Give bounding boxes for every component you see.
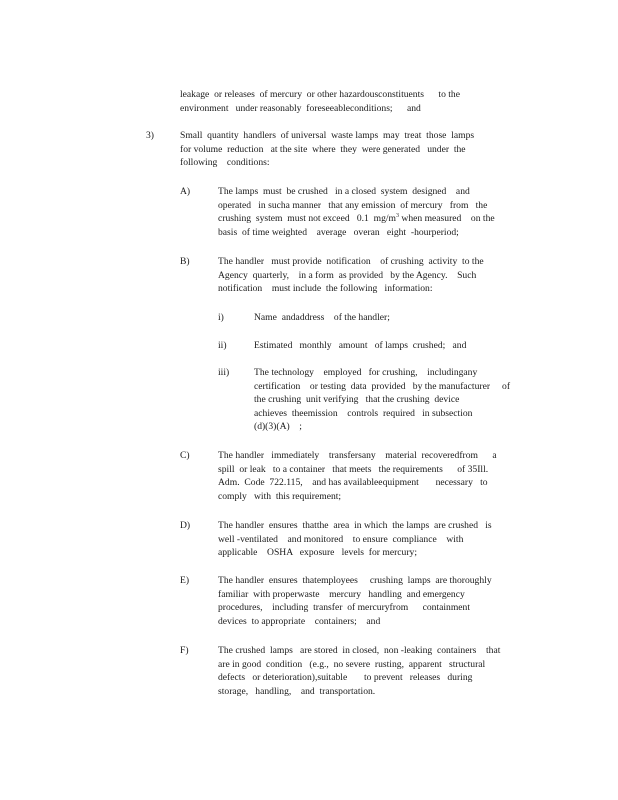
text-segment: when measured on the — [399, 213, 495, 225]
subitem-label-iii: iii) — [218, 367, 230, 378]
text-line: Estimated monthly amount of lamps crushed; and — [254, 340, 467, 351]
item-d-paragraph — [218, 519, 538, 560]
text-line: (d)(3)(A) ; — [254, 421, 302, 433]
item-label-b: B) — [180, 256, 190, 267]
item-c-paragraph — [218, 449, 524, 503]
subitem-iii-paragraph — [254, 366, 544, 434]
text-line: leakage or releases of mercury or other hazardousconstituents to the — [180, 89, 460, 100]
item-label-f: F) — [180, 645, 189, 656]
text-line: Small quantity handlers of universal waste lamps may treat those lamps — [180, 130, 475, 141]
text-line: basis of time weighted average overan eight -hourperiod; — [218, 226, 459, 238]
text-line: The handler ensures thatemployees crushing lamps are thoroughly — [218, 575, 492, 586]
text-line: The lamps must be crushed in a closed system designed and — [218, 186, 470, 197]
item-label-e: E) — [180, 575, 190, 586]
text-line: storage, handling, and transportation. — [218, 685, 376, 697]
text-line: The technology employed for crushing, includingany — [254, 367, 478, 378]
text-line: devices to appropriate containers; and — [218, 615, 381, 627]
text-line — [218, 212, 540, 226]
item-label-a: A) — [180, 186, 191, 197]
text-line: following conditions: — [180, 157, 270, 169]
text-line: environment under reasonably foreseeableconditions; and — [180, 102, 421, 114]
text-line: The handler ensures thatthe area in which the lamps are crushed is — [218, 520, 492, 531]
text-line: the crushing unit verifying that the crushing device — [254, 394, 460, 406]
text-segment: crushing system must not exceed 0.1 mg/m — [218, 213, 396, 225]
item-label-d: D) — [180, 520, 191, 531]
text-line: procedures, including transfer of mercuryfrom containment — [218, 602, 471, 614]
text-line: Name andaddress of the handler; — [254, 312, 390, 323]
text-line: The crushed lamps are stored in closed, non -leaking containers that — [218, 645, 501, 656]
text-line: well -ventilated and monitored to ensure compliance with — [218, 533, 464, 545]
intro-paragraph — [180, 88, 508, 115]
text-line: applicable OSHA exposure levels for mercury; — [218, 547, 418, 559]
text-line: operated in sucha manner that any emission of mercury from the — [218, 199, 488, 211]
item-3-paragraph — [180, 129, 524, 170]
text-line: spill or leak to a container that meets the requirements of 35Ill. — [218, 463, 489, 475]
subitem-label-ii: ii) — [218, 340, 227, 351]
text-line: The handler immediately transfersany material recoveredfrom a — [218, 450, 497, 461]
text-line: certification or testing data provided by the manufacturer of — [254, 380, 511, 392]
item-label-3: 3) — [146, 130, 154, 141]
text-line: achieves theemission controls required in subsection — [254, 407, 473, 419]
text-line: are in good condition (e.g., no severe rusting, apparent structural — [218, 658, 486, 670]
text-line: Adm. Code 722.115, and has availableequipment necessary to — [218, 477, 488, 489]
item-f-paragraph — [218, 644, 540, 698]
item-label-c: C) — [180, 450, 190, 461]
text-line: Agency quarterly, in a form as provided by the Agency. Such — [218, 269, 477, 281]
superscript: 3 — [396, 213, 399, 220]
item-e-paragraph — [218, 574, 530, 628]
text-line: comply with this requirement; — [218, 490, 342, 502]
subitem-label-i: i) — [218, 312, 224, 323]
subitem-i-paragraph — [254, 311, 454, 325]
item-a-paragraph — [218, 185, 540, 239]
subitem-ii-paragraph — [254, 339, 494, 353]
text-line: notification must include the following information: — [218, 283, 433, 295]
text-line: defects or deterioration),suitable to prevent releases during — [218, 672, 473, 684]
item-b-paragraph — [218, 255, 528, 296]
text-line: The handler must provide notification of crushing activity to the — [218, 256, 484, 267]
text-line: familiar with properwaste mercury handling and emergency — [218, 588, 465, 600]
text-line: for volume reduction at the site where they were generated under the — [180, 143, 466, 155]
